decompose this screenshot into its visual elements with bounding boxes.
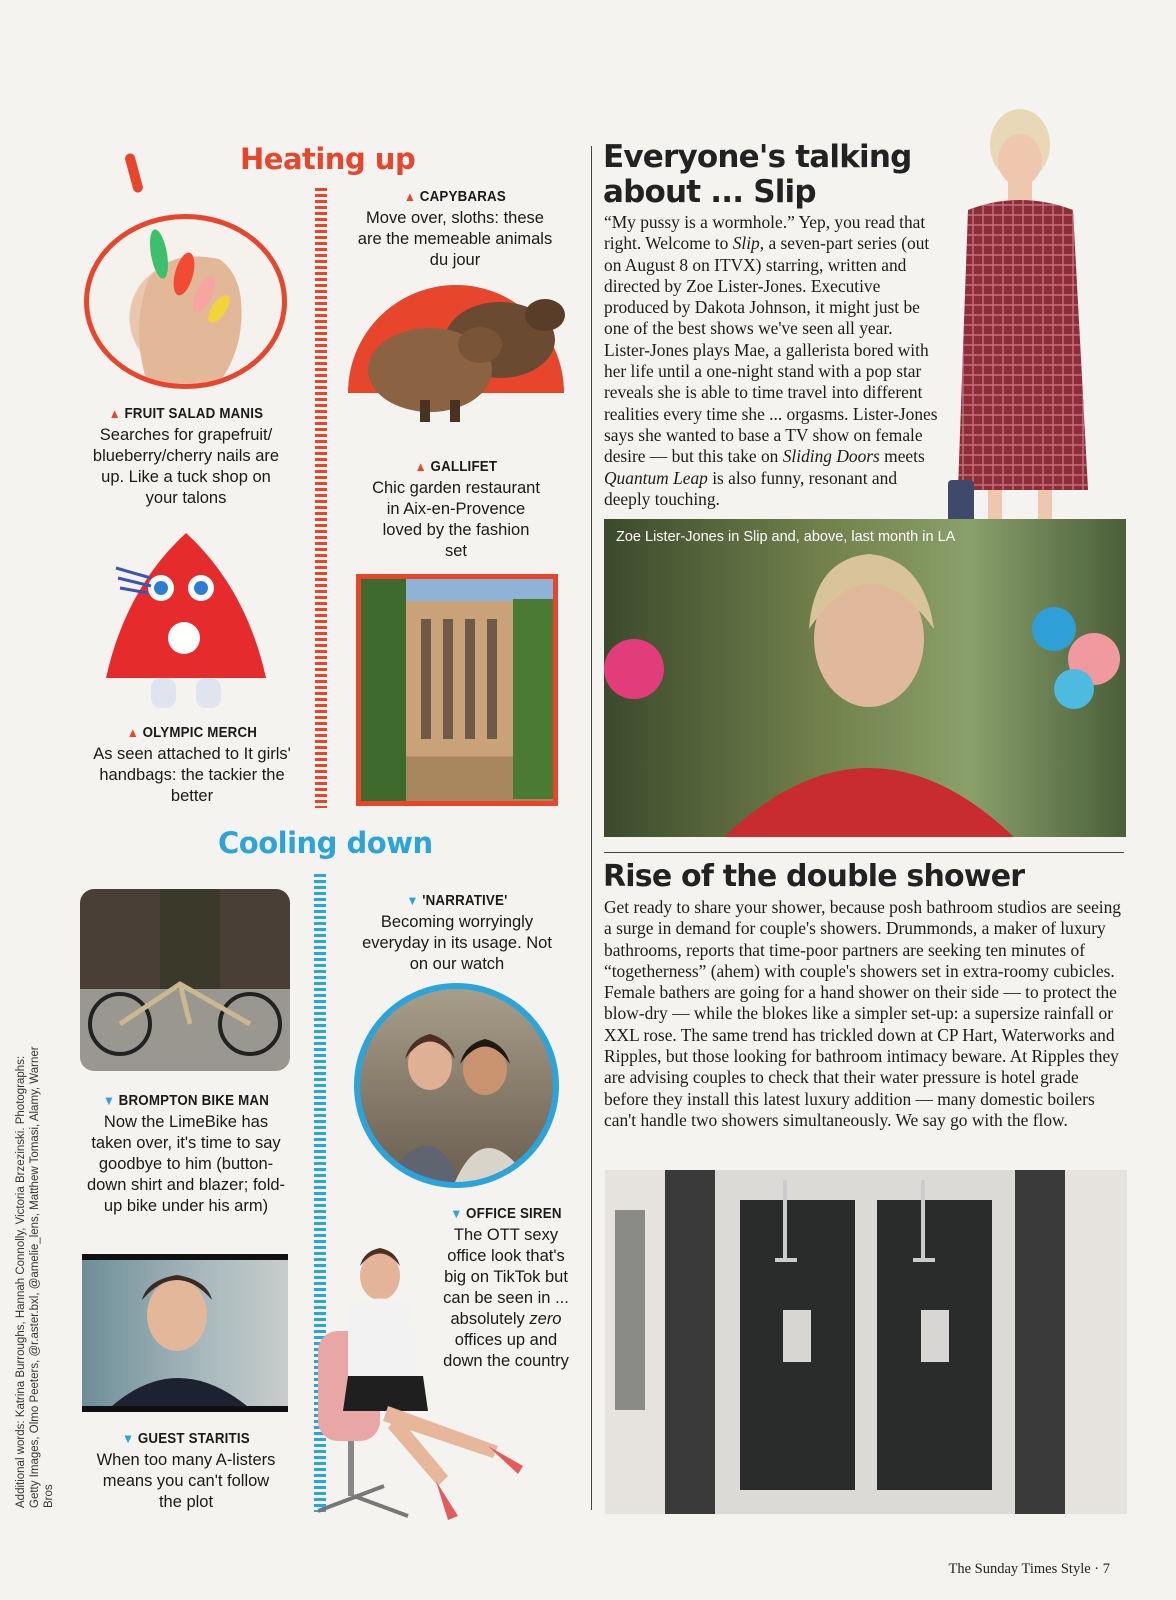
guest-staritis-item bbox=[96, 1428, 276, 1513]
olympic-merch-text: As seen attached to It girls' handbags: the tackier the better bbox=[93, 745, 291, 805]
olympic-merch-label: OLYMPIC MERCH bbox=[142, 725, 258, 741]
brompton-bike-man-text: Now the LimeBike has taken over, it's time to say goodbye to him (button-down shirt and blazer; fold-up bike under his arm) bbox=[86, 1113, 286, 1215]
fruit-salad-manis-photo bbox=[84, 214, 287, 389]
narrative-item bbox=[362, 890, 552, 975]
gallifet-text: Chic garden restaurant in Aix-en-Provence loved by the fashion set bbox=[372, 479, 540, 560]
gallifet-photo bbox=[356, 574, 558, 806]
trend-up-icon: ▲ bbox=[126, 725, 139, 740]
narrative-text: Becoming worryingly everyday in its usage. Not on our watch bbox=[362, 913, 552, 973]
slip-body: “My pussy is a wormhole.” Yep, you read that right. Welcome to Slip, a seven-part series (out on August 8 on ITVX) starring, written and directed by Zoe Lister-Jones. Executive produced by Dakota Johnson, it might just be one of the best shows we've seen all year. Lister-Jones plays Mae, a gallerista bored with her life until a one-night stand with a pop star reveals she is able to time travel into different realities every time she ... orgasms. Lister-Jones says she wanted to base a TV show on female desire — but this take on Sliding Doors meets Quantum Leap is also funny, resonant and deeply touching. bbox=[604, 212, 938, 509]
olympic-mascot-photo bbox=[96, 528, 276, 718]
office-siren-text: The OTT sexy office look that's big on TikTok but can be seen in ... absolutely bbox=[443, 1226, 569, 1328]
capybaras-text: Move over, sloths: these are the memeable animals du jour bbox=[357, 209, 553, 269]
fruit-salad-manis-text: Searches for grapefruit/ blueberry/cherry nails are up. Like a tuck shop on your talons bbox=[92, 426, 280, 507]
office-siren-photo bbox=[318, 1236, 546, 1536]
capybaras-label: CAPYBARAS bbox=[419, 189, 506, 205]
double-shower-headline: Rise of the double shower bbox=[603, 859, 1025, 894]
heating-up-heading: Heating up bbox=[240, 142, 416, 176]
guest-staritis-photo bbox=[82, 1254, 288, 1412]
slip-caption: Zoe Lister-Jones in Slip and, above, last month in LA bbox=[616, 529, 956, 545]
brompton-bike-man-item bbox=[86, 1090, 286, 1217]
double-shower-photo bbox=[605, 1170, 1127, 1514]
slip-tv-still bbox=[604, 519, 1126, 837]
zoe-lister-jones-photo bbox=[948, 100, 1118, 558]
double-shower-body: Get ready to share your shower, because posh bathroom studios are seeing a surge in demand for couple's showers. Drummonds, a maker of luxury bathrooms, reports that time-poor partners are seeking ten minutes of “togetherness” (ahem) with couple's showers set in extra-roomy cubicles. Female bathers are going for a hand shower on their side — to protect the blow-dry — while the blokes like a simpler set-up: a supersize rainfall or XXL rose. The same trend has trickled down at CP Hart, Waterworks and Ripples, but those looking for bathroom intimacy beware. At Ripples they are advising couples to check that their water pressure is hotel grade before they install this latest luxury addition — many domestic boilers can't handle two showers simultaneously. We say go with the flow. bbox=[604, 897, 1122, 1130]
office-siren-emphasis: zero bbox=[529, 1310, 562, 1328]
slip-headline-line2: about ... Slip bbox=[603, 174, 816, 210]
brompton-bike-man-label: BROMPTON BIKE MAN bbox=[118, 1093, 270, 1109]
nail-tip-shape bbox=[124, 152, 144, 193]
trend-up-icon: ▲ bbox=[108, 406, 121, 421]
slip-headline-line1: Everyone's talking bbox=[603, 139, 912, 175]
heating-divider bbox=[315, 188, 327, 808]
section-rule bbox=[604, 852, 1124, 853]
trend-down-icon: ▼ bbox=[122, 1431, 135, 1446]
capybaras-photo bbox=[360, 285, 570, 435]
narrative-photo bbox=[354, 983, 559, 1188]
column-rule bbox=[591, 146, 592, 1510]
trend-up-icon: ▲ bbox=[404, 189, 417, 204]
office-siren-label: OFFICE SIREN bbox=[466, 1206, 562, 1222]
guest-staritis-text: When too many A-listers means you can't follow the plot bbox=[96, 1451, 276, 1511]
trend-down-icon: ▼ bbox=[450, 1206, 463, 1221]
office-siren-text-end: offices up and down the country bbox=[443, 1331, 569, 1370]
photo-credits: Additional words: Katrina Burroughs, Hannah Connolly, Victoria Brzezinski. Photographs: Getty Images, Olmo Peeters, @r.aster.bxl, @amelie_lens, Matthew Tomasi, Alamy, Warner Bros bbox=[15, 1046, 55, 1508]
gallifet-item bbox=[370, 456, 542, 562]
page-folio: The Sunday Times Style · 7 bbox=[948, 1561, 1110, 1577]
guest-staritis-label: GUEST STARITIS bbox=[137, 1431, 250, 1447]
fruit-salad-manis-label: FRUIT SALAD MANIS bbox=[124, 406, 264, 422]
brompton-bike-photo bbox=[80, 889, 290, 1071]
slip-headline bbox=[603, 140, 912, 210]
olympic-merch-item bbox=[92, 722, 292, 807]
narrative-label: 'NARRATIVE' bbox=[422, 893, 508, 909]
cooling-down-heading: Cooling down bbox=[218, 826, 433, 860]
trend-down-icon: ▼ bbox=[102, 1093, 115, 1108]
fruit-salad-manis-item bbox=[88, 403, 284, 509]
gallifet-label: GALLIFET bbox=[430, 459, 498, 475]
capybaras-item bbox=[355, 186, 555, 271]
trend-down-icon: ▼ bbox=[406, 893, 419, 908]
trend-up-icon: ▲ bbox=[414, 459, 427, 474]
